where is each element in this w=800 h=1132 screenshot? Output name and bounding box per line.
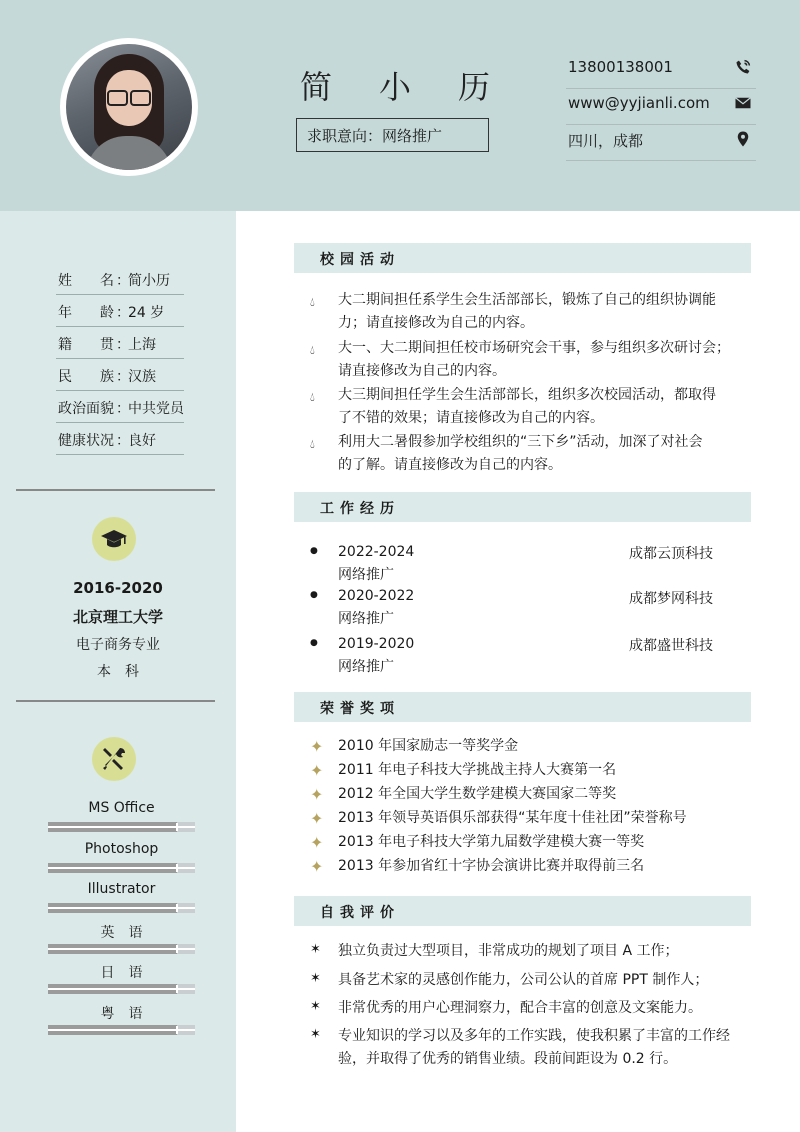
info-row: 姓 名 ： 简小历 [56,263,184,295]
job-intent: 求职意向：网络推广 [296,118,489,152]
honor-item: 2013 年领导英语俱乐部获得“某年度十佳社团”荣誉称号 [338,810,687,826]
avatar [60,38,198,176]
info-value: 简小历 [128,273,170,289]
skill-label: 粤 语 [100,1006,143,1022]
section-title: 荣誉奖项 [320,701,400,717]
skill-label: Photoshop [84,841,159,857]
skill-bar [48,1025,195,1035]
dot-bullet-icon: ● [310,638,318,648]
section-header-campus [294,243,751,273]
info-value: 上海 [128,337,156,353]
honor-item: 2010 年国家励志一等奖学金 [338,738,519,754]
avatar-photo [66,44,192,170]
info-row: 民 族 ： 汉族 [56,359,184,391]
skill-item [48,800,195,832]
self-item: 具备艺术家的灵感创作能力，公司公认的首席 PPT 制作人； [338,972,709,988]
star-bullet-icon: ✦ [310,761,324,780]
skill-label: Illustrator [87,881,156,897]
work-years: 2022-2024 [338,544,415,560]
info-value: 中共党员 [128,401,184,417]
sidebar-divider [16,700,215,702]
section-header-honors [294,692,751,722]
info-key: 政 治 面 貌 [58,401,114,417]
star-bullet-icon: ✦ [310,857,324,876]
dot-bullet-icon: ● [310,546,318,556]
section-header-self [294,896,751,926]
self-item: 专业知识的学习以及多年的工作实践，使我积累了丰富的工作经 验，并取得了优秀的销售业绩。段前间距设为 0.2 行。 [338,1028,730,1067]
star-bullet-icon: ✦ [310,785,324,804]
asterisk-bullet-icon: ✶ [310,1027,321,1042]
location-pin-icon [734,130,752,148]
info-key: 籍 贯 [58,337,114,353]
edu-school: 北京理工大学 [72,608,163,626]
name-char: 历 [457,68,490,106]
edu-years: 2016-2020 [73,579,163,597]
work-company: 成都盛世科技 [629,638,713,654]
asterisk-bullet-icon: ✶ [310,971,321,986]
name-char: 小 [378,68,411,106]
section-title: 自我评价 [320,905,400,921]
star-bullet-icon: ✦ [310,833,324,852]
work-role: 网络推广 [338,567,394,583]
info-key: 年 龄 [58,305,114,321]
contact-phone [566,52,756,89]
dot-bullet-icon: ● [310,590,318,600]
self-item: 独立负责过大型项目，非常成功的规划了项目 A 工作； [338,943,679,959]
skill-bar [48,984,195,994]
skill-item [48,922,195,954]
drop-bullet-icon: 💧︎ [310,295,315,309]
section-title: 校园活动 [320,252,400,268]
tools-icon [100,745,128,773]
star-bullet-icon: ✦ [310,809,324,828]
edu-major: 电子商务专业 [76,637,160,653]
campus-item: 大二期间担任系学生会生活部部长，锻炼了自己的组织协调能 力；请直接修改为自己的内容。 [338,292,716,331]
drop-bullet-icon: 💧︎ [310,390,315,404]
skill-label: 英 语 [100,925,143,941]
star-bullet-icon: ✦ [310,737,324,756]
info-key: 姓 名 [58,273,114,289]
contact-email [566,88,756,125]
tools-badge [92,737,136,781]
skill-bar [48,944,195,954]
mail-icon [734,94,752,112]
campus-item: 利用大二暑假参加学校组织的“三下乡”活动，加深了对社会 的了解。请直接修改为自己的内容。 [338,434,703,473]
honor-item: 2011 年电子科技大学挑战主持人大赛第一名 [338,762,617,778]
drop-bullet-icon: 💧︎ [310,343,315,357]
info-value: 良好 [128,433,156,449]
section-header-work [294,492,751,522]
info-row: 年 龄 ： 24 岁 [56,295,184,327]
info-value: 24 岁 [128,305,165,321]
skill-item [48,1003,195,1035]
work-role: 网络推广 [338,611,394,627]
graduation-cap-badge [92,517,136,561]
edu-degree: 本 科 [97,664,139,680]
sidebar-divider [16,489,215,491]
phone-icon [734,58,752,76]
skill-item [48,841,195,873]
location-text: 四川，成都 [568,132,644,150]
campus-item: 大三期间担任学生会生活部部长，组织多次校园活动，都取得 了不错的效果；请直接修改为自己的内容。 [338,387,716,426]
work-years: 2020-2022 [338,588,415,604]
work-company: 成都梦网科技 [629,591,713,607]
asterisk-bullet-icon: ✶ [310,942,321,957]
skill-label: MS Office [88,800,155,816]
work-company: 成都云顶科技 [629,546,713,562]
section-title: 工作经历 [320,501,400,517]
skill-bar [48,863,195,873]
name-char: 简 [300,68,333,106]
graduation-cap-icon [100,525,128,553]
skill-bar [48,903,195,913]
contact-location [566,124,756,161]
campus-item: 大一、大二期间担任校市场研究会干事，参与组织多次研讨会； 请直接修改为自己的内容。 [338,340,730,379]
honor-item: 2012 年全国大学生数学建模大赛国家二等奖 [338,786,617,802]
info-key: 健 康 状 况 [58,433,114,449]
work-years: 2019-2020 [338,636,415,652]
phone-text: 13800138001 [568,58,673,76]
person-name [300,62,490,106]
skill-bar [48,822,195,832]
skill-item [48,962,195,994]
honor-item: 2013 年电子科技大学第九届数学建模大赛一等奖 [338,834,645,850]
info-value: 汉族 [128,369,156,385]
info-row: 健 康 状 况 ： 良好 [56,423,184,455]
honor-item: 2013 年参加省红十字协会演讲比赛并取得前三名 [338,858,645,874]
skill-label: 日 语 [100,965,143,981]
work-role: 网络推广 [338,659,394,675]
drop-bullet-icon: 💧︎ [310,437,315,451]
email-text: www@yyjianli.com [568,94,710,112]
info-key: 民 族 [58,369,114,385]
skill-item [48,881,195,913]
self-item: 非常优秀的用户心理洞察力，配合丰富的创意及文案能力。 [338,1000,702,1016]
info-row: 籍 贯 ： 上海 [56,327,184,359]
asterisk-bullet-icon: ✶ [310,999,321,1014]
info-row: 政 治 面 貌 ： 中共党员 [56,391,184,423]
